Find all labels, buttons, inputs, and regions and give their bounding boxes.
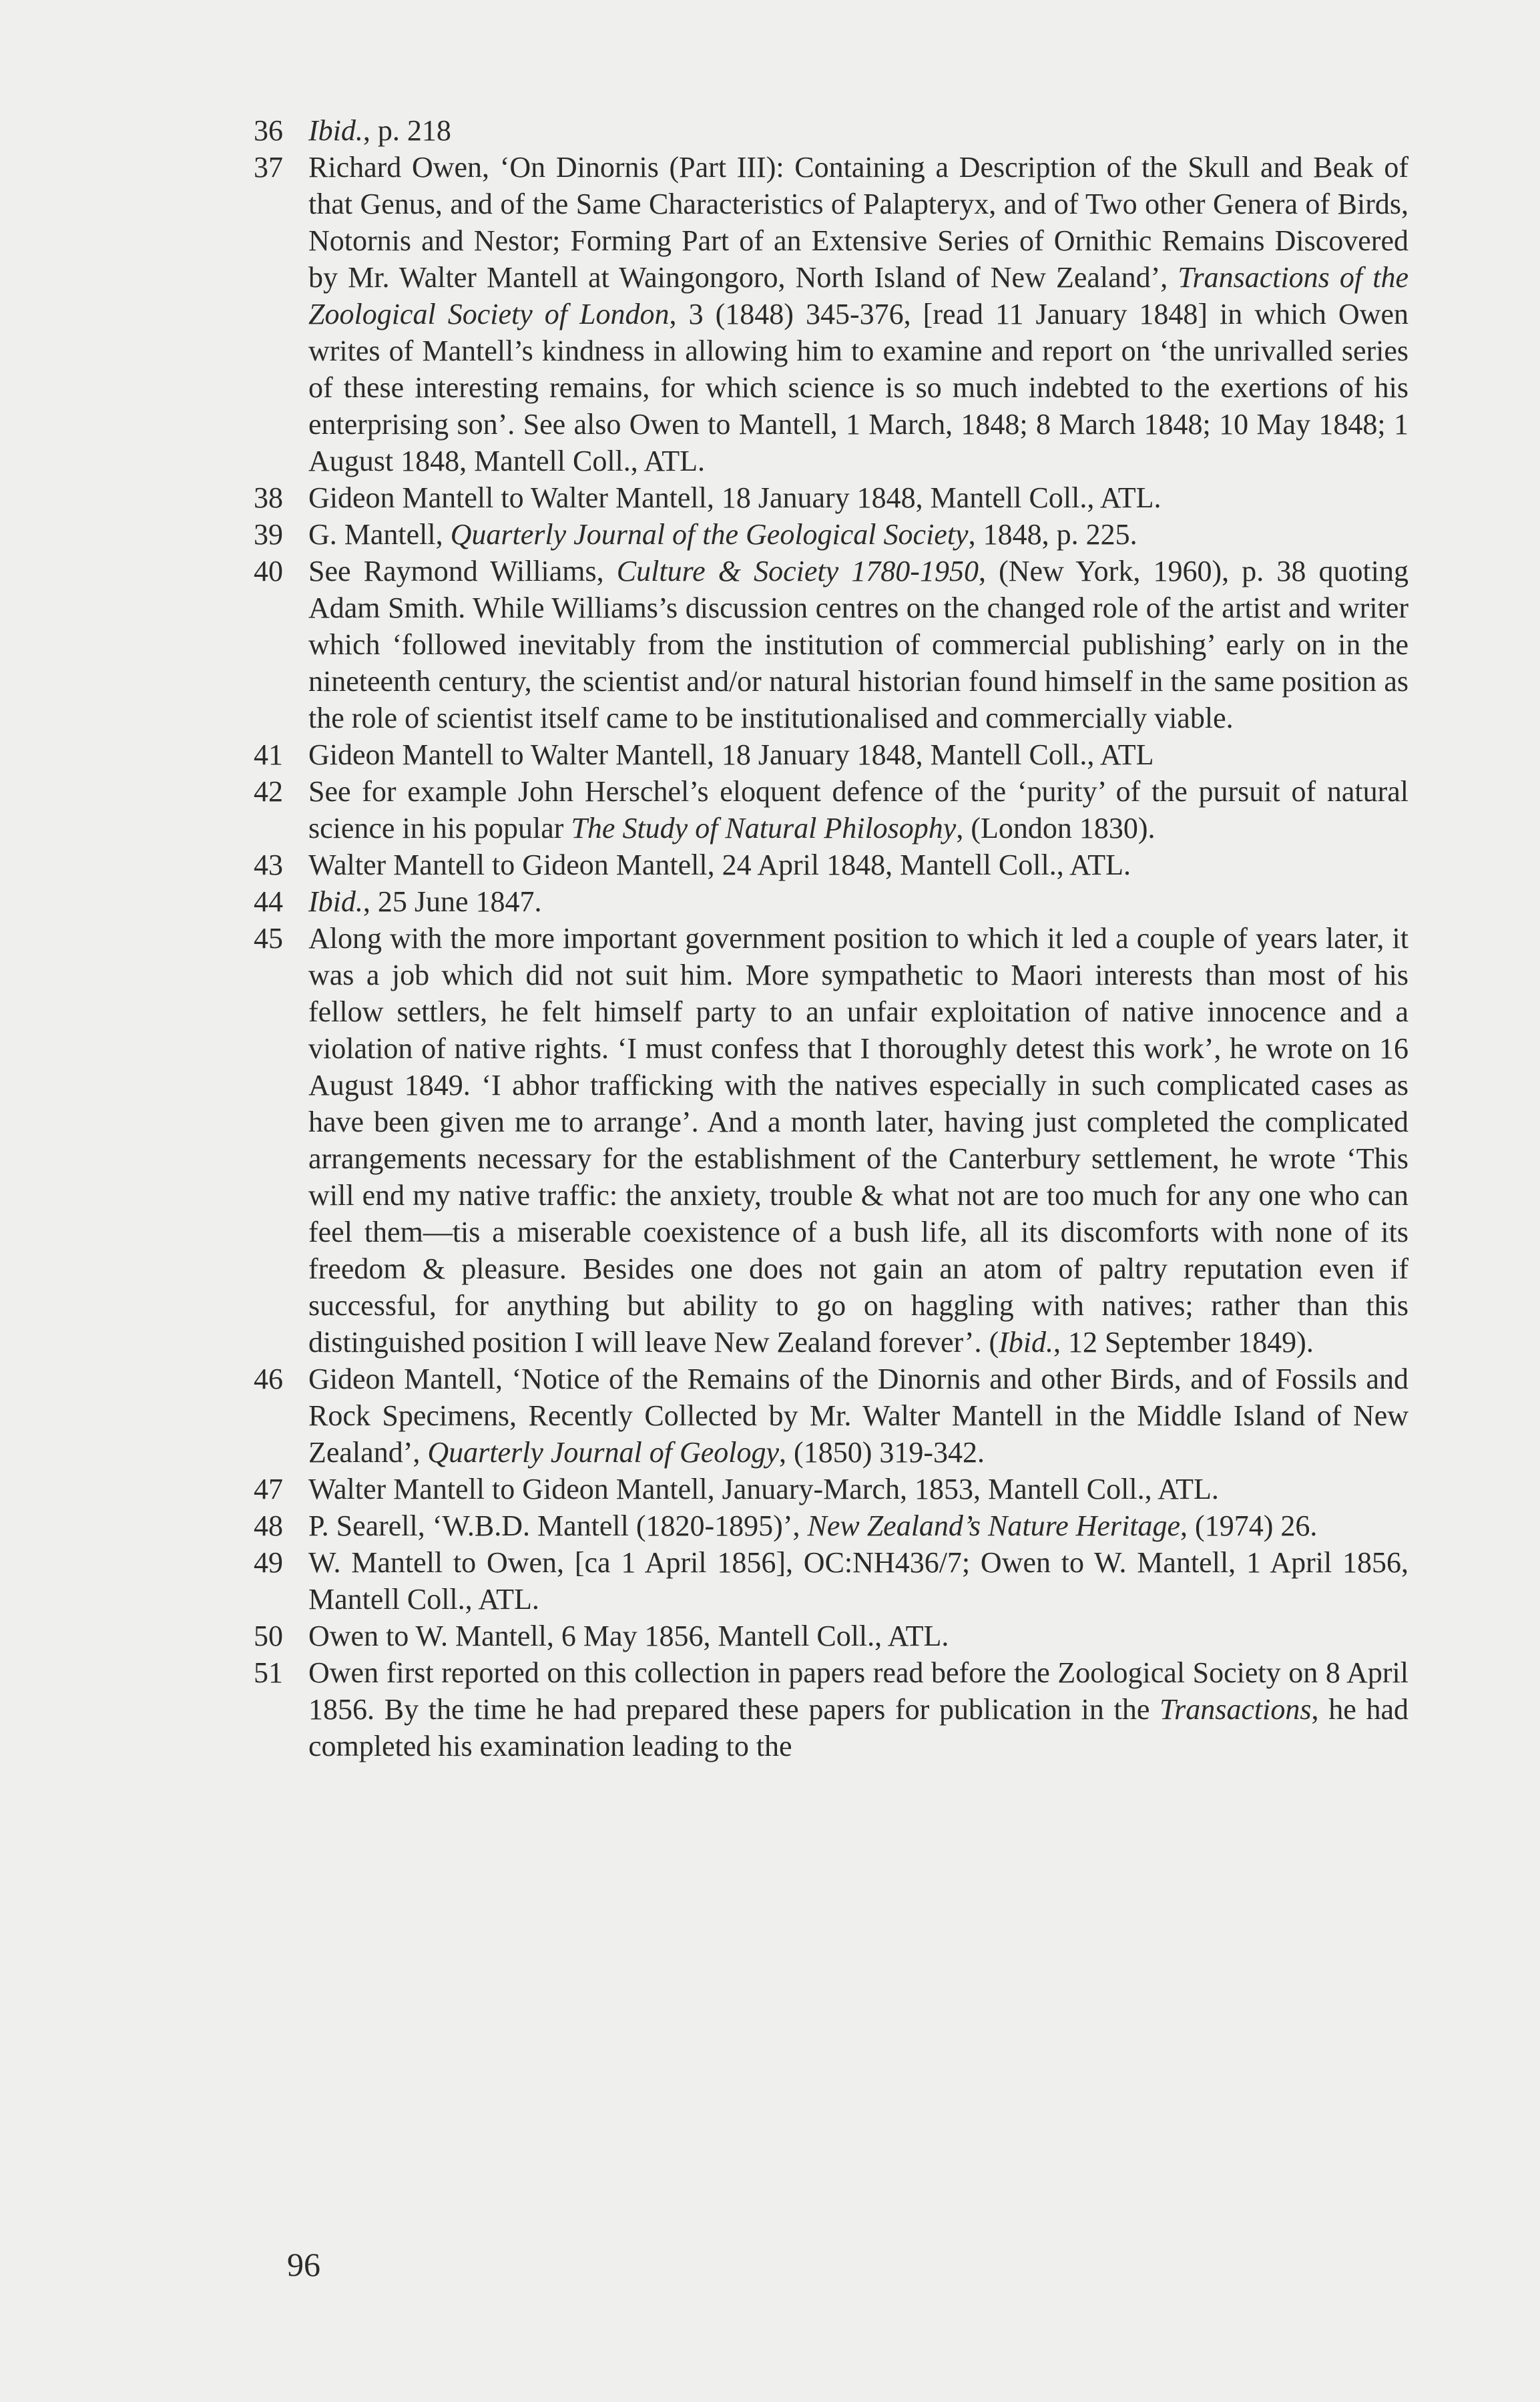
endnote-number: 48 [254,1509,283,1542]
endnote-number: 45 [254,922,283,955]
endnote-41 [254,736,1408,773]
endnote-text [308,1544,1408,1618]
endnote-text-run: , (New York, 1960), p. 38 quoting Adam Smith. While Williams’s discussion centres on the changed role of the artist and writer which ‘followed inevitably from the institution of commercial publishing’ early on in the nineteenth century, the scientist and/or natural historian found himself in the same position as the role of scientist itself came to be institutionalised and commercially viable. [308,555,1408,734]
italic-citation: Ibid. [999,1326,1053,1359]
endnote-text [308,479,1408,516]
endnote-number: 42 [254,775,283,808]
endnote-number: 50 [254,1620,283,1652]
endnote-text [308,149,1408,479]
endnote-number: 41 [254,738,283,771]
endnote-46 [254,1361,1408,1471]
endnote-text-run: See for example John Herschel’s eloquent defence of the ‘purity’ of the pursuit of natural science in his popular [308,775,1408,845]
endnote-text [308,1507,1408,1544]
endnote-37 [254,149,1408,479]
endnote-text-run: Walter Mantell to Gideon Mantell, January-March, 1853, Mantell Coll., ATL. [308,1473,1219,1505]
endnote-text [308,1471,1408,1507]
endnote-42 [254,773,1408,847]
endnote-number: 46 [254,1363,283,1395]
endnote-51 [254,1654,1408,1764]
endnote-text-run: , p. 218 [362,114,451,147]
endnote-number: 49 [254,1546,283,1579]
endnote-text [308,1361,1408,1471]
endnotes-list [254,112,1408,1764]
endnote-text-run: G. Mantell, [308,518,451,551]
endnote-text-run: , 25 June 1847. [362,885,542,918]
endnote-number: 43 [254,849,283,881]
endnote-43 [254,847,1408,883]
endnote-text-run: Gideon Mantell, ‘Notice of the Remains of the Dinornis and other Birds, and of Fossils and Rock Specimens, Recently Collected by Mr. Walter Mantell in the Middle Island of New Zealand’, [308,1363,1408,1469]
endnote-39 [254,516,1408,553]
endnote-number: 37 [254,151,283,184]
endnote-number: 51 [254,1656,283,1689]
endnote-36 [254,112,1408,149]
italic-citation: The Study of Natural Philosophy [571,812,957,845]
endnote-text [308,112,1408,149]
endnote-text [308,847,1408,883]
italic-citation: Ibid. [308,885,363,918]
endnote-number: 44 [254,885,283,918]
endnote-number: 40 [254,555,283,587]
endnote-38 [254,479,1408,516]
italic-citation: Quarterly Journal of the Geological Society [450,518,969,551]
endnote-text [308,516,1408,553]
italic-citation: Transactions [1160,1693,1312,1726]
endnote-text-run: Walter Mantell to Gideon Mantell, 24 April 1848, Mantell Coll., ATL. [308,849,1131,881]
endnote-text [308,773,1408,847]
endnote-text-run: See Raymond Williams, [308,555,617,587]
italic-citation: New Zealand’s Nature Heritage [807,1509,1181,1542]
endnote-text-run: P. Searell, ‘W.B.D. Mantell (1820-1895)’, [308,1509,808,1542]
endnote-text-run: Gideon Mantell to Walter Mantell, 18 January 1848, Mantell Coll., ATL [308,738,1154,771]
italic-citation: Ibid. [308,114,363,147]
endnote-text-run: Gideon Mantell to Walter Mantell, 18 January 1848, Mantell Coll., ATL. [308,481,1162,514]
italic-citation: Culture & Society 1780-1950 [616,555,979,587]
italic-citation: Transactions of the Zoological Society of London [308,261,1408,330]
endnote-text-run: , he had completed his examination leading to the [308,1693,1408,1762]
endnote-text [308,920,1408,1361]
endnote-number: 36 [254,114,283,147]
endnote-text-run: , 12 September 1849). [1053,1326,1314,1359]
endnote-text [308,883,1408,920]
endnote-45 [254,920,1408,1361]
italic-citation: Quarterly Journal of Geology [427,1436,780,1469]
endnote-text [308,553,1408,736]
endnote-text [308,1654,1408,1764]
endnote-text-run: , (1974) 26. [1180,1509,1318,1542]
endnote-text-run: W. Mantell to Owen, [ca 1 April 1856], OC:NH436/7; Owen to W. Mantell, 1 April 1856, Mantell Coll., ATL. [308,1546,1408,1616]
endnote-47 [254,1471,1408,1507]
endnote-text-run: Along with the more important government position to which it led a couple of years later, it was a job which did not suit him. More sympathetic to Maori interests than most of his fellow settlers, he felt himself party to an unfair exploitation of native innocence and a violation of native rights. ‘I must confess that I thoroughly detest this work’, he wrote on 16 August 1849. ‘I abhor trafficking with the natives especially in such complicated cases as have been given me to arrange’. And a month later, having just completed the complicated arrangements necessary for the establishment of the Canterbury settlement, he wrote ‘This will end my native traffic: the anxiety, trouble & what not are too much for any one who can feel them—tis a miserable coexistence of a bush life, all its discomforts with none of its freedom & pleasure. Besides one does not gain an atom of paltry reputation even if successful, for anything but ability to go on haggling with natives; rather than this distinguished position I will leave New Zealand forever’. ( [308,922,1408,1359]
endnote-44 [254,883,1408,920]
endnote-50 [254,1618,1408,1654]
endnote-text-run: , (1850) 319-342. [779,1436,985,1469]
endnote-number: 39 [254,518,283,551]
endnote-text-run: , 3 (1848) 345-376, [read 11 January 1848] in which Owen writes of Mantell’s kindness in allowing him to examine and report on ‘the unrivalled series of these interesting remains, for which science is so much indebted to the exertions of his enterprising son’. See also Owen to Mantell, 1 March, 1848; 8 March 1848; 10 May 1848; 1 August 1848, Mantell Coll., ATL. [308,298,1408,477]
endnote-text [308,1618,1408,1654]
endnote-text-run: Owen to W. Mantell, 6 May 1856, Mantell Coll., ATL. [308,1620,949,1652]
endnote-48 [254,1507,1408,1544]
endnote-40 [254,553,1408,736]
endnote-number: 47 [254,1473,283,1505]
endnote-text-run: Owen first reported on this collection in papers read before the Zoological Society on 8 April 1856. By the time he had prepared these papers for publication in the [308,1656,1408,1726]
endnote-text-run: Richard Owen, ‘On Dinornis (Part III): Containing a Description of the Skull and Beak of that Genus, and of the Same Characteristics of Palapteryx, and of Two other Genera of Birds, Notornis and Nestor; Forming Part of an Extensive Series of Ornithic Remains Discovered by Mr. Walter Mantell at Waingongoro, North Island of New Zealand’, [308,151,1408,294]
endnote-49 [254,1544,1408,1618]
endnote-text-run: , 1848, p. 225. [968,518,1137,551]
endnote-number: 38 [254,481,283,514]
page-number: 96 [287,2246,320,2283]
endnote-text [308,736,1408,773]
endnote-text-run: , (London 1830). [956,812,1156,845]
